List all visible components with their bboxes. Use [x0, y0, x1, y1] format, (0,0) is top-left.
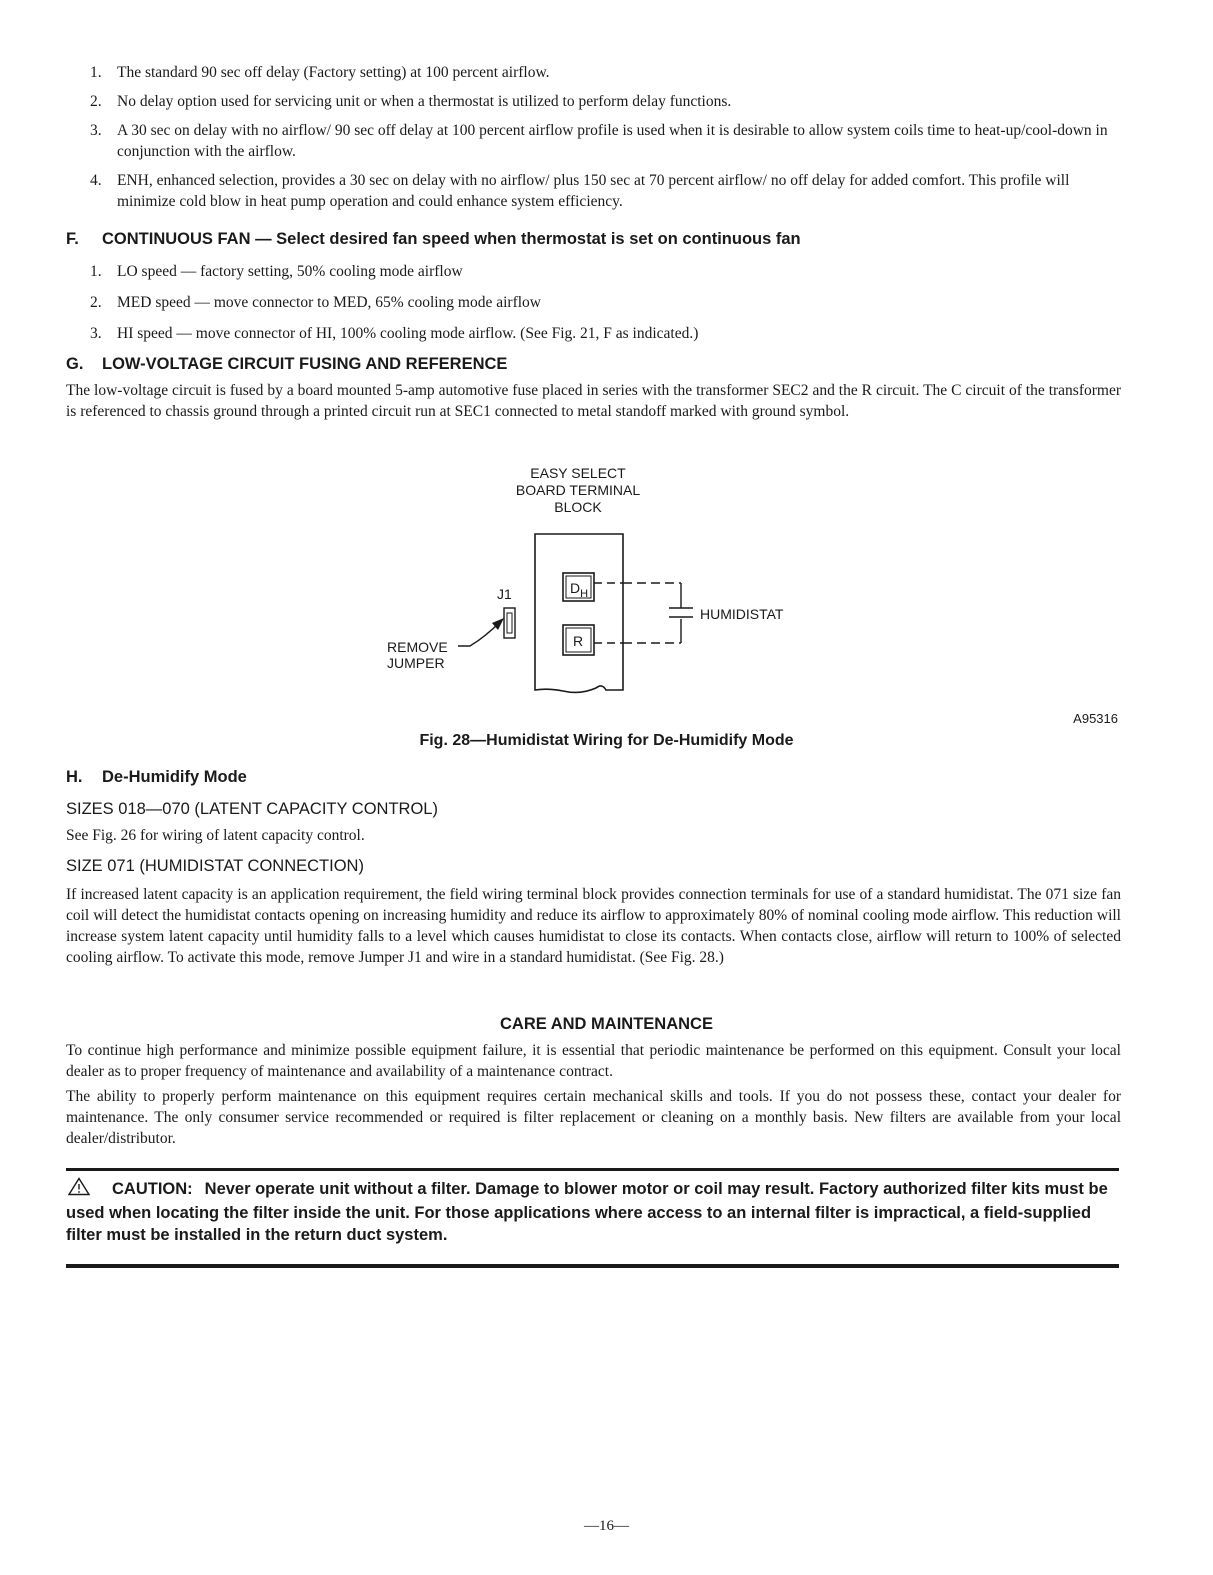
size-071-subheading: SIZE 071 (HUMIDISTAT CONNECTION)	[66, 857, 364, 875]
section-f-heading: F. CONTINUOUS FAN — Select desired fan speed when thermostat is set on continuous fan	[66, 230, 801, 248]
figure-caption: Fig. 28—Humidistat Wiring for De-Humidify Mode	[419, 732, 794, 749]
caution-text: Never operate unit without a filter. Damage to blower motor or coil may result. Factory authorized filter kits must be used when locating the filter inside the unit. For those applications where access to an internal filter is impractical, a field-supplied filter must be installed in the return duct system.	[66, 1180, 1108, 1244]
section-g-body: The low-voltage circuit is fused by a board mounted 5-amp automotive fuse placed in series with the transformer SEC2 and the R circuit. The C circuit of the transformer is referenced to chassis ground through a printed circuit run at SEC1 connected to metal standoff marked with ground symbol.	[66, 382, 1121, 420]
size-071-body: If increased latent capacity is an application requirement, the field wiring terminal block provides connection terminals for use of a standard humidistat. The 071 size fan coil will detect the humidistat contacts opening on increasing humidity and reduce its airflow to approximately 80% of nominal cooling mode airflow. This reduction will increase system latent capacity until humidity falls to a level which causes humidistat to close its contacts. When contacts close, airflow will return to 100% of selected cooling airflow. To activate this mode, remove Jumper J1 and wire in a standard humidistat. (See Fig. 28.)	[66, 886, 1121, 966]
remove-label: REMOVE	[387, 639, 448, 655]
list-item: 3. HI speed — move connector of HI, 100% cooling mode airflow. (See Fig. 21, F as indicated.)	[90, 325, 699, 342]
list-item: 4. ENH, enhanced selection, provides a 30 sec on delay with no airflow/ plus 150 sec at 70 percent airflow/ no off delay for added comfort. This profile will minimize cold blow in heat pump operation and could enhance system efficiency.	[90, 172, 1070, 210]
figure-id: A95316	[1073, 711, 1118, 726]
terminal-block	[535, 534, 623, 692]
list-item: 2. No delay option used for servicing unit or when a thermostat is utilized to perform delay functions.	[90, 93, 732, 110]
humidistat-wiring-diagram	[380, 462, 830, 712]
page-number: —16—	[584, 1518, 629, 1534]
j1-label: J1	[497, 586, 512, 602]
section-h-heading: H. De-Humidify Mode	[66, 768, 247, 786]
continuous-fan-list	[90, 261, 1125, 352]
remove-jumper-arrow	[458, 622, 500, 646]
list-item: 3. A 30 sec on delay with no airflow/ 90 sec off delay at 100 percent airflow profile is used when it is desirable to allow system coils time to heat-up/cool-down in conjunction with the airflow.	[90, 122, 1108, 160]
humidistat-label: HUMIDISTAT	[700, 606, 784, 622]
section-g-heading: G. LOW-VOLTAGE CIRCUIT FUSING AND REFERENCE	[66, 355, 508, 373]
figure-title-line3: BLOCK	[554, 499, 602, 515]
sizes-018-070-body: See Fig. 26 for wiring of latent capacity control.	[66, 827, 365, 844]
caution-label: CAUTION:	[112, 1180, 193, 1198]
care-paragraph-2: The ability to properly perform maintenance on this equipment requires certain mechanical skills and tools. If you do not possess these, contact your dealer for maintenance. The only consumer service recommended or required is filter replacement or cleaning on a monthly basis. New filters are available from your local dealer/distributor.	[66, 1088, 1121, 1147]
warning-triangle-icon	[68, 1177, 90, 1202]
dh-terminal-label: $D_H$	[570, 580, 589, 600]
list-item: 1. LO speed — factory setting, 50% cooling mode airflow	[90, 263, 463, 280]
fan-delay-options-list	[90, 62, 1125, 220]
sizes-018-070-subheading: SIZES 018—070 (LATENT CAPACITY CONTROL)	[66, 800, 438, 818]
r-terminal-label: R	[573, 633, 584, 649]
caution-box	[66, 1168, 1119, 1268]
jumper-label: JUMPER	[387, 655, 445, 671]
figure-title-line2: BOARD TERMINAL	[515, 482, 641, 498]
list-item: 2. MED speed — move connector to MED, 65% cooling mode airflow	[90, 294, 542, 311]
list-item: 1. The standard 90 sec off delay (Factory setting) at 100 percent airflow.	[90, 64, 550, 81]
care-paragraph-1: To continue high performance and minimize possible equipment failure, it is essential that periodic maintenance be performed on this equipment. Consult your local dealer as to proper frequency of maintenance and availability of a maintenance contract.	[66, 1042, 1121, 1080]
care-maintenance-heading: CARE AND MAINTENANCE	[500, 1015, 713, 1033]
figure-title-line1: EASY SELECT	[530, 465, 626, 481]
